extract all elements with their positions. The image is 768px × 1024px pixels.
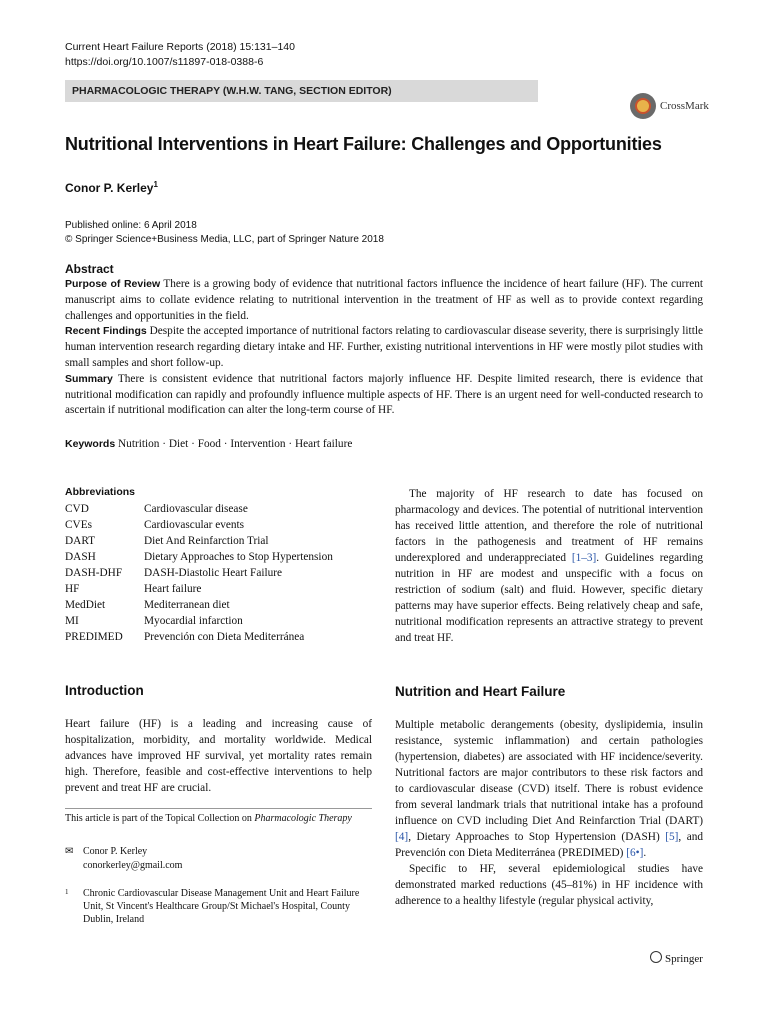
abbr-definition: DASH-Diastolic Heart Failure bbox=[144, 567, 283, 579]
table-row bbox=[65, 613, 333, 629]
table-row bbox=[65, 629, 333, 645]
findings-label: Recent Findings bbox=[65, 325, 147, 338]
topical-text: This article is part of the Topical Collection on bbox=[65, 813, 255, 824]
body-text: . bbox=[643, 847, 647, 859]
contact-email[interactable]: conorkerley@gmail.com bbox=[83, 860, 183, 871]
abstract-findings bbox=[65, 324, 703, 371]
abstract-summary bbox=[65, 372, 703, 419]
abstract-heading: Abstract bbox=[65, 262, 114, 276]
abbr-term: DASH-DHF bbox=[65, 567, 123, 579]
corresponding-author bbox=[65, 845, 182, 873]
findings-text: Despite the accepted importance of nutritional factors relating to cardiovascular disease severity, there is surprisingly little human intervention research regarding dietary intake and HF. Further, existing nutritional interventions in HF were mostly pilot studies with small samples and short follow-up. bbox=[65, 325, 703, 369]
keywords-label: Keywords bbox=[65, 438, 116, 450]
copyright: © Springer Science+Business Media, LLC, part of Springer Nature 2018 bbox=[65, 234, 384, 245]
table-row bbox=[65, 533, 333, 549]
abbr-term: MedDiet bbox=[65, 599, 106, 611]
abbr-definition: Cardiovascular events bbox=[144, 519, 245, 531]
topical-collection-name: Pharmacologic Therapy bbox=[254, 813, 352, 824]
purpose-text: There is a growing body of evidence that nutritional factors influence the incidence of heart failure (HF). The current manuscript aims to collate evidence relating to nutritional intervention in the treatment of HF as well as to provide context regarding challenges and opportunities in the field. bbox=[65, 278, 704, 322]
introduction-heading: Introduction bbox=[65, 683, 144, 698]
affiliation bbox=[65, 887, 372, 926]
footnote-divider bbox=[65, 808, 372, 809]
author-affiliation-mark: 1 bbox=[153, 180, 158, 189]
affiliation-number: 1 bbox=[65, 888, 69, 896]
nhf-paragraph-1 bbox=[395, 717, 703, 861]
table-row bbox=[65, 581, 333, 597]
body-text: Multiple metabolic derangements (obesity, dyslipidemia, insulin resistance, systemic inflammation) and certain pathologies (hypertension, diabetes) are associated with HF incidence/severity. Nutritional factors are major contributors to these risk factors and to cardiovascular disease (CVD) itself. There is robust evidence from several landmark trials that nutritional intake has a profound influence on CVD including Diet And Reinfarction Trial (DART) bbox=[395, 719, 703, 827]
citation-link[interactable]: [6•] bbox=[626, 847, 644, 859]
publication-info bbox=[65, 219, 384, 247]
journal-citation: Current Heart Failure Reports (2018) 15:131–140 bbox=[65, 41, 295, 53]
abbr-definition: Diet And Reinfarction Trial bbox=[144, 535, 269, 547]
keywords bbox=[65, 438, 352, 450]
author-line bbox=[65, 180, 158, 195]
introduction-paragraph: Heart failure (HF) is a leading and increasing cause of hospitalization, morbidity, and mortality worldwide. Medical advances have improved HF survival, yet mortality rates remain high. Therefore, feasible and cost-effective interventions to help prevent and treat HF are crucial. bbox=[65, 718, 372, 794]
abbr-term: HF bbox=[65, 583, 80, 595]
contact-name: Conor P. Kerley bbox=[83, 846, 148, 857]
body-text: The majority of HF research to date has focused on pharmacology and devices. The potential of nutritional intervention has received little attention, and therefore the role of nutritional factors in the pathogenesis and treatment of HF remains underexplored and underappreciated bbox=[395, 488, 703, 564]
author-name: Conor P. Kerley bbox=[65, 181, 154, 195]
journal-header bbox=[65, 40, 295, 70]
envelope-icon: ✉ bbox=[65, 846, 74, 857]
table-row bbox=[65, 501, 333, 517]
publisher-logo bbox=[650, 951, 703, 965]
section-banner: PHARMACOLOGIC THERAPY (W.H.W. TANG, SECTION EDITOR) bbox=[65, 80, 538, 102]
table-row bbox=[65, 549, 333, 565]
abbreviations-heading: Abbreviations bbox=[65, 486, 136, 498]
body-text: . Guidelines regarding nutrition in HF are modest and unspecific with a focus on restriction of sodium (salt) and fluid. However, specific dietary patterns may have superior effects. Being relatively cheap and safe, nutritional modification represents an attractive strategy to prevent and treat HF. bbox=[395, 552, 703, 644]
abstract-body bbox=[65, 277, 703, 419]
doi-link[interactable]: https://doi.org/10.1007/s11897-018-0388-6 bbox=[65, 56, 264, 68]
abbreviations-table bbox=[65, 501, 333, 645]
summary-text: There is consistent evidence that nutritional factors majorly influence HF. Despite limited research, there is evidence that nutritional modification can rapidly and profoundly influence multiple aspects of HF. There is an urgent need for well-conducted research to ascertain if nutritional modification can alter the long-term course of HF. bbox=[65, 372, 703, 417]
topical-collection-note bbox=[65, 813, 352, 824]
abbr-term: MI bbox=[65, 615, 79, 627]
right-intro-paragraph bbox=[395, 486, 703, 646]
nutrition-hf-heading: Nutrition and Heart Failure bbox=[395, 684, 566, 699]
publisher-name: Springer bbox=[665, 953, 703, 965]
abbr-term: CVEs bbox=[65, 519, 92, 531]
abbr-term: DART bbox=[65, 535, 96, 547]
abbr-term: DASH bbox=[65, 551, 96, 563]
table-row bbox=[65, 517, 333, 533]
keywords-text: Nutrition · Diet · Food · Intervention · Heart failure bbox=[118, 438, 353, 450]
abbr-definition: Prevención con Dieta Mediterránea bbox=[144, 631, 305, 643]
article-title: Nutritional Interventions in Heart Failure: Challenges and Opportunities bbox=[65, 134, 662, 154]
body-text: , and Prevención con Dieta Mediterránea (PREDIMED) bbox=[395, 831, 704, 859]
abbr-definition: Dietary Approaches to Stop Hypertension bbox=[144, 551, 333, 563]
citation-link[interactable]: [5] bbox=[665, 831, 679, 843]
abbr-definition: Myocardial infarction bbox=[144, 615, 243, 627]
springer-horse-icon bbox=[650, 951, 662, 963]
table-row bbox=[65, 565, 333, 581]
body-text: , Dietary Approaches to Stop Hypertension (DASH) bbox=[408, 831, 666, 843]
abbr-definition: Heart failure bbox=[144, 583, 202, 595]
citation-link[interactable]: [4] bbox=[395, 831, 409, 843]
published-date: Published online: 6 April 2018 bbox=[65, 220, 197, 231]
table-row bbox=[65, 597, 333, 613]
summary-label: Summary bbox=[65, 372, 113, 385]
abstract-purpose bbox=[65, 277, 703, 324]
abbr-term: PREDIMED bbox=[65, 631, 123, 643]
abbr-term: CVD bbox=[65, 503, 89, 515]
purpose-label: Purpose of Review bbox=[65, 278, 161, 290]
nutrition-hf-body bbox=[395, 717, 703, 909]
crossmark-icon bbox=[630, 93, 656, 119]
citation-link[interactable]: [1–3] bbox=[571, 552, 597, 564]
crossmark-label: CrossMark bbox=[660, 100, 709, 112]
abbr-definition: Cardiovascular disease bbox=[144, 503, 248, 515]
crossmark-badge[interactable] bbox=[630, 93, 740, 121]
abbr-definition: Mediterranean diet bbox=[144, 599, 230, 611]
affiliation-text: Chronic Cardiovascular Disease Management Unit and Heart Failure Unit, St Vincent's Healthcare Group/St Michael's Hospital, County Dublin, Ireland bbox=[83, 888, 360, 925]
nhf-paragraph-2: Specific to HF, several epidemiological studies have demonstrated marked reductions (45–81%) in HF incidence with adherence to a healthy lifestyle (regular physical activity, bbox=[395, 863, 703, 907]
